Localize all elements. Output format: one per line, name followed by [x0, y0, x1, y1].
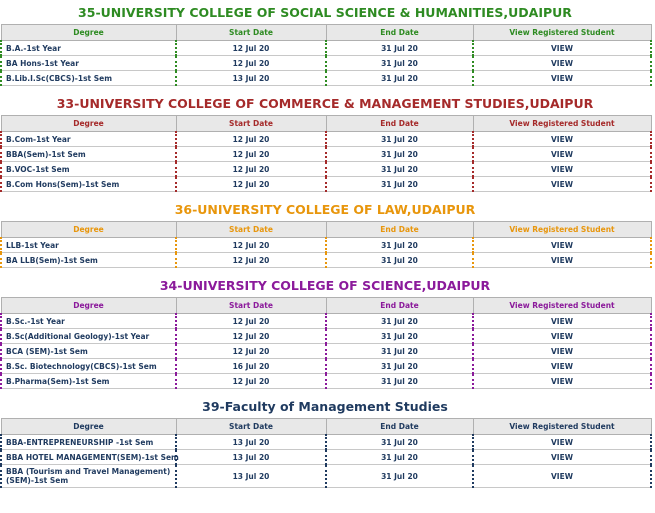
table-row: [1, 329, 651, 344]
header-degree: Degree: [1, 116, 176, 132]
start-date: 12 Jul 20: [176, 238, 326, 253]
view-link[interactable]: VIEW: [473, 177, 651, 192]
view-link[interactable]: VIEW: [473, 329, 651, 344]
header-degree: Degree: [1, 419, 176, 435]
start-date: 13 Jul 20: [176, 450, 326, 465]
start-date: 12 Jul 20: [176, 147, 326, 162]
end-date: 31 Jul 20: [326, 435, 473, 450]
start-date: 12 Jul 20: [176, 162, 326, 177]
start-date: 13 Jul 20: [176, 71, 326, 86]
view-link[interactable]: VIEW: [473, 253, 651, 268]
degree-name: BBA (Tourism and Travel Management)(SEM)-1st Sem: [1, 465, 176, 488]
header-end-date: End Date: [326, 116, 473, 132]
view-link[interactable]: VIEW: [473, 465, 651, 488]
table-row: [1, 465, 651, 488]
end-date: 31 Jul 20: [326, 450, 473, 465]
degree-table: [0, 297, 652, 389]
start-date: 12 Jul 20: [176, 132, 326, 147]
table-row: [1, 374, 651, 389]
table-row: [1, 162, 651, 177]
end-date: 31 Jul 20: [326, 147, 473, 162]
header-degree: Degree: [1, 298, 176, 314]
table-row: [1, 238, 651, 253]
view-link[interactable]: VIEW: [473, 435, 651, 450]
header-degree: Degree: [1, 222, 176, 238]
table-row: [1, 147, 651, 162]
table-row: [1, 435, 651, 450]
header-end-date: End Date: [326, 25, 473, 41]
view-link[interactable]: VIEW: [473, 359, 651, 374]
end-date: 31 Jul 20: [326, 132, 473, 147]
table-row: [1, 71, 651, 86]
view-link[interactable]: VIEW: [473, 56, 651, 71]
table-row: [1, 56, 651, 71]
header-view-registered: View Registered Student: [473, 116, 651, 132]
view-link[interactable]: VIEW: [473, 132, 651, 147]
header-end-date: End Date: [326, 298, 473, 314]
view-link[interactable]: VIEW: [473, 450, 651, 465]
section-title: 34-UNIVERSITY COLLEGE OF SCIENCE,UDAIPUR: [159, 278, 491, 293]
table-header-row: [1, 222, 651, 238]
degree-name: B.Sc(Additional Geology)-1st Year: [1, 329, 176, 344]
table-header-row: [1, 298, 651, 314]
end-date: 31 Jul 20: [326, 374, 473, 389]
degree-name: BBA-ENTREPRENEURSHIP -1st Sem: [1, 435, 176, 450]
end-date: 31 Jul 20: [326, 162, 473, 177]
degree-name: B.VOC-1st Sem: [1, 162, 176, 177]
section-commerce-management: [0, 95, 650, 192]
view-link[interactable]: VIEW: [473, 314, 651, 329]
start-date: 12 Jul 20: [176, 253, 326, 268]
header-degree: Degree: [1, 25, 176, 41]
start-date: 12 Jul 20: [176, 344, 326, 359]
header-view-registered: View Registered Student: [473, 298, 651, 314]
end-date: 31 Jul 20: [326, 177, 473, 192]
header-start-date: Start Date: [176, 25, 326, 41]
start-date: 13 Jul 20: [176, 465, 326, 488]
table-header-row: [1, 116, 651, 132]
degree-table: [0, 24, 652, 86]
view-link[interactable]: VIEW: [473, 41, 651, 56]
start-date: 12 Jul 20: [176, 314, 326, 329]
table-row: [1, 450, 651, 465]
degree-name: B.A.-1st Year: [1, 41, 176, 56]
start-date: 13 Jul 20: [176, 435, 326, 450]
header-start-date: Start Date: [176, 116, 326, 132]
degree-name: BBA(Sem)-1st Sem: [1, 147, 176, 162]
degree-name: B.Pharma(Sem)-1st Sem: [1, 374, 176, 389]
start-date: 12 Jul 20: [176, 56, 326, 71]
header-start-date: Start Date: [176, 222, 326, 238]
table-header-row: [1, 25, 651, 41]
header-view-registered: View Registered Student: [473, 419, 651, 435]
end-date: 31 Jul 20: [326, 359, 473, 374]
start-date: 12 Jul 20: [176, 329, 326, 344]
view-link[interactable]: VIEW: [473, 162, 651, 177]
degree-name: B.Sc.-1st Year: [1, 314, 176, 329]
degree-table: [0, 221, 652, 268]
end-date: 31 Jul 20: [326, 56, 473, 71]
header-view-registered: View Registered Student: [473, 25, 651, 41]
degree-name: LLB-1st Year: [1, 238, 176, 253]
end-date: 31 Jul 20: [326, 344, 473, 359]
degree-name: BCA (SEM)-1st Sem: [1, 344, 176, 359]
table-row: [1, 41, 651, 56]
section-management-studies: [0, 398, 650, 488]
end-date: 31 Jul 20: [326, 71, 473, 86]
section-social-science: [0, 4, 650, 86]
section-title: 33-UNIVERSITY COLLEGE OF COMMERCE & MANAGEMENT STUDIES,UDAIPUR: [56, 96, 594, 111]
degree-name: BA Hons-1st Year: [1, 56, 176, 71]
end-date: 31 Jul 20: [326, 314, 473, 329]
end-date: 31 Jul 20: [326, 41, 473, 56]
view-link[interactable]: VIEW: [473, 344, 651, 359]
section-title: 39-Faculty of Management Studies: [202, 399, 448, 414]
degree-name: B.Lib.I.Sc(CBCS)-1st Sem: [1, 71, 176, 86]
degree-name: B.Sc. Biotechnology(CBCS)-1st Sem: [1, 359, 176, 374]
end-date: 31 Jul 20: [326, 329, 473, 344]
degree-name: B.Com-1st Year: [1, 132, 176, 147]
end-date: 31 Jul 20: [326, 238, 473, 253]
degree-name: BA LLB(Sem)-1st Sem: [1, 253, 176, 268]
view-link[interactable]: VIEW: [473, 374, 651, 389]
view-link[interactable]: VIEW: [473, 71, 651, 86]
header-view-registered: View Registered Student: [473, 222, 651, 238]
table-row: [1, 359, 651, 374]
degree-table: [0, 115, 652, 192]
header-end-date: End Date: [326, 419, 473, 435]
start-date: 12 Jul 20: [176, 41, 326, 56]
header-start-date: Start Date: [176, 419, 326, 435]
table-row: [1, 253, 651, 268]
start-date: 12 Jul 20: [176, 177, 326, 192]
end-date: 31 Jul 20: [326, 253, 473, 268]
table-row: [1, 177, 651, 192]
view-link[interactable]: VIEW: [473, 238, 651, 253]
degree-table: [0, 418, 652, 488]
section-title: 35-UNIVERSITY COLLEGE OF SOCIAL SCIENCE & HUMANITIES,UDAIPUR: [78, 5, 572, 20]
section-science: [0, 277, 650, 389]
section-title: 36-UNIVERSITY COLLEGE OF LAW,UDAIPUR: [174, 202, 476, 217]
section-law: [0, 201, 650, 268]
degree-name: BBA HOTEL MANAGEMENT(SEM)-1st Sem: [1, 450, 176, 465]
start-date: 16 Jul 20: [176, 359, 326, 374]
table-row: [1, 314, 651, 329]
table-row: [1, 344, 651, 359]
header-start-date: Start Date: [176, 298, 326, 314]
degree-name: B.Com Hons(Sem)-1st Sem: [1, 177, 176, 192]
end-date: 31 Jul 20: [326, 465, 473, 488]
start-date: 12 Jul 20: [176, 374, 326, 389]
header-end-date: End Date: [326, 222, 473, 238]
view-link[interactable]: VIEW: [473, 147, 651, 162]
table-header-row: [1, 419, 651, 435]
table-row: [1, 132, 651, 147]
